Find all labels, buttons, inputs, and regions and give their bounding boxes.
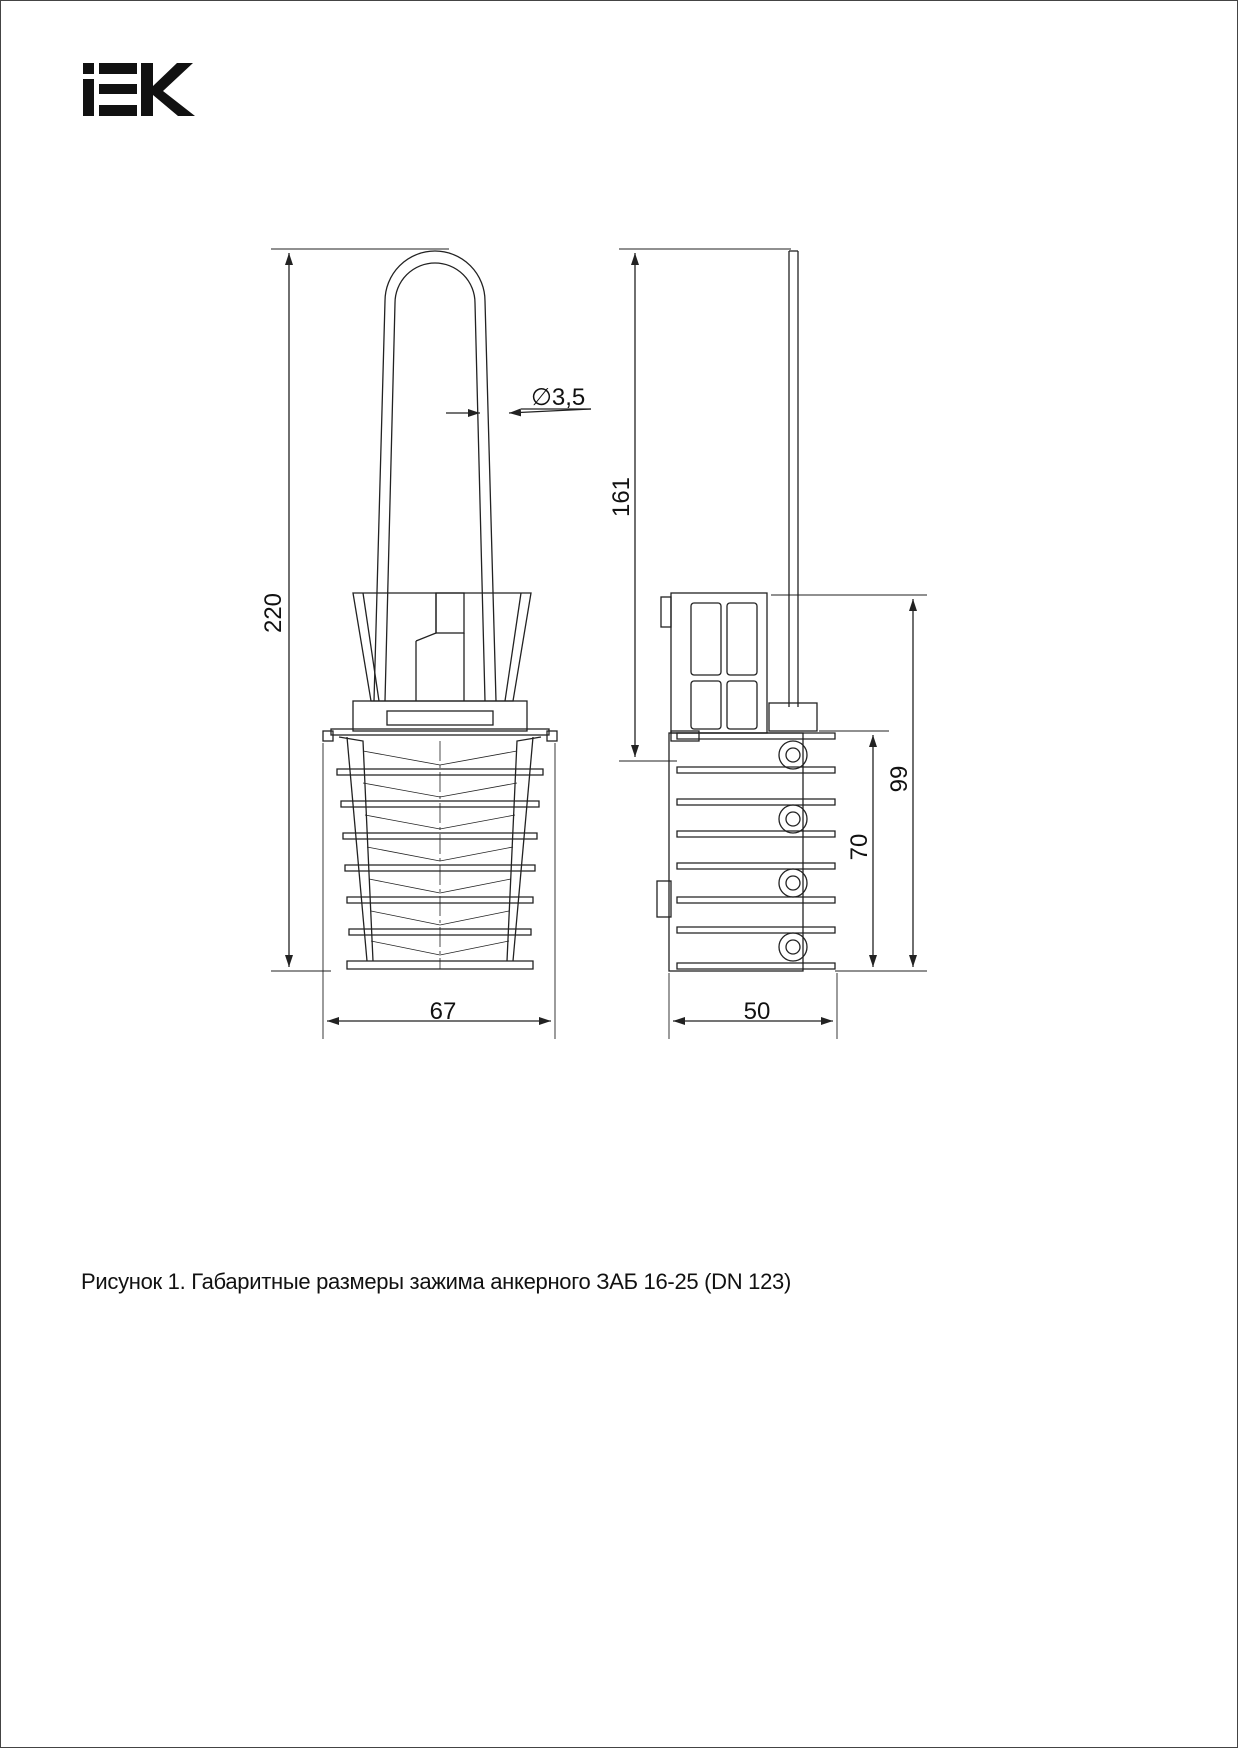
front-width-dimension [323,743,555,1039]
figure-caption: Рисунок 1. Габаритные размеры зажима анкерного ЗАБ 16-25 (DN 123) [81,1269,791,1294]
side-width-label: 50 [743,998,771,1025]
front-view [323,251,557,969]
front-width-label: 67 [429,998,457,1025]
front-height-label: 220 [260,592,287,634]
side-hook-dimension [619,249,791,761]
side-clamp-height-label: 70 [846,833,873,861]
side-body-height-label: 99 [886,765,913,793]
wire-diameter-label: ∅3,5 [531,384,586,411]
side-ribs [677,733,835,969]
front-height-dimension [271,249,449,971]
side-hook-height-label: 161 [608,476,635,518]
side-view [657,251,835,971]
technical-drawing [1,1,1238,1749]
logo-text: IEK [83,67,175,121]
